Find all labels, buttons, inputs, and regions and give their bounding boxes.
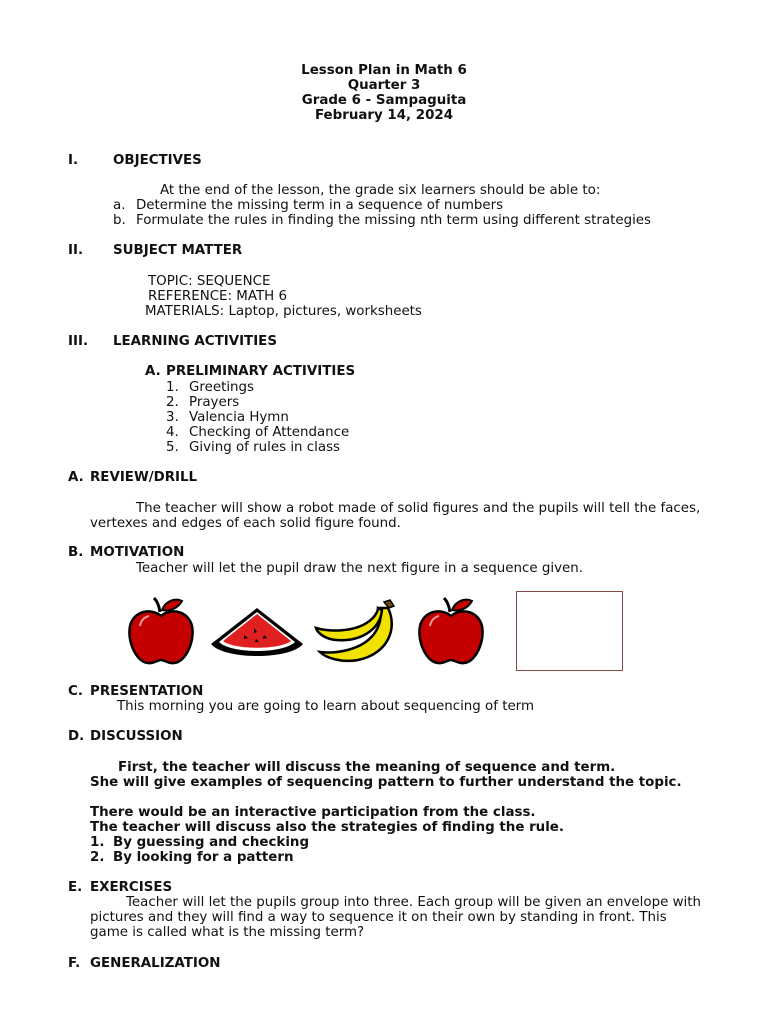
discussion-item: By looking for a pattern	[113, 850, 294, 865]
motivation-title: MOTIVATION	[90, 545, 185, 560]
watermelon-icon	[208, 604, 306, 664]
exercises-line1: Teacher will let the pupils group into three. Each group will be given an envelope with	[126, 895, 701, 910]
discussion-item-number: 2.	[90, 850, 105, 865]
discussion-line3: There would be an interactive participation from the class.	[90, 805, 536, 820]
presentation-title: PRESENTATION	[90, 684, 204, 699]
discussion-item-number: 1.	[90, 835, 105, 850]
prelim-item-number: 5.	[166, 440, 179, 455]
bananas-icon	[314, 598, 400, 664]
generalization-marker: F.	[68, 956, 81, 971]
motivation-text: Teacher will let the pupil draw the next figure in a sequence given.	[136, 561, 583, 576]
prelim-item: Prayers	[189, 395, 240, 410]
prelim-item: Greetings	[189, 380, 254, 395]
prelim-item: Valencia Hymn	[189, 410, 289, 425]
discussion-line4: The teacher will discuss also the strategies of finding the rule.	[90, 820, 564, 835]
header-title: Lesson Plan in Math 6	[301, 63, 467, 78]
review-marker: A.	[68, 470, 84, 485]
objective-item: Formulate the rules in finding the missing nth term using different strategies	[136, 213, 652, 228]
objectives-number: I.	[68, 153, 79, 168]
prelim-title: PRELIMINARY ACTIVITIES	[166, 364, 356, 379]
header-quarter: Quarter 3	[347, 78, 421, 93]
prelim-item-number: 3.	[166, 410, 179, 425]
learning-number: III.	[68, 334, 89, 349]
exercises-title: EXERCISES	[90, 880, 173, 895]
objective-marker: a.	[113, 198, 126, 213]
review-title: REVIEW/DRILL	[90, 470, 198, 485]
exercises-marker: E.	[68, 880, 83, 895]
subject-materials: MATERIALS: Laptop, pictures, worksheets	[145, 304, 422, 319]
prelim-item-number: 1.	[166, 380, 179, 395]
exercises-line2: pictures and they will find a way to sequence it on their own by standing in front. This	[90, 910, 667, 925]
blank-answer-box[interactable]	[516, 591, 623, 671]
motivation-marker: B.	[68, 545, 84, 560]
objectives-title: OBJECTIVES	[113, 153, 202, 168]
subject-title: SUBJECT MATTER	[113, 243, 243, 258]
discussion-line2: She will give examples of sequencing pattern to further understand the topic.	[90, 775, 682, 790]
review-text-line2: vertexes and edges of each solid figure found.	[90, 516, 401, 531]
discussion-line1: First, the teacher will discuss the meaning of sequence and term.	[118, 760, 616, 775]
presentation-marker: C.	[68, 684, 83, 699]
review-text-line1: The teacher will show a robot made of solid figures and the pupils will tell the faces,	[136, 501, 701, 516]
generalization-title: GENERALIZATION	[90, 956, 221, 971]
objective-marker: b.	[113, 213, 126, 228]
objectives-intro: At the end of the lesson, the grade six learners should be able to:	[160, 183, 601, 198]
header-grade: Grade 6 - Sampaguita	[301, 93, 467, 108]
discussion-title: DISCUSSION	[90, 729, 183, 744]
exercises-line3: game is called what is the missing term?	[90, 925, 365, 940]
apple-icon	[126, 596, 198, 668]
subject-number: II.	[68, 243, 84, 258]
subject-topic: TOPIC: SEQUENCE	[148, 274, 271, 289]
learning-title: LEARNING ACTIVITIES	[113, 334, 277, 349]
header-date: February 14, 2024	[314, 108, 454, 123]
discussion-item: By guessing and checking	[113, 835, 310, 850]
apple-icon	[416, 596, 488, 668]
prelim-item: Giving of rules in class	[189, 440, 341, 455]
discussion-marker: D.	[68, 729, 85, 744]
prelim-marker: A.	[145, 364, 161, 379]
subject-reference: REFERENCE: MATH 6	[148, 289, 287, 304]
prelim-item-number: 4.	[166, 425, 179, 440]
prelim-item-number: 2.	[166, 395, 179, 410]
prelim-item: Checking of Attendance	[189, 425, 350, 440]
objective-item: Determine the missing term in a sequence of numbers	[136, 198, 504, 213]
presentation-text: This morning you are going to learn about sequencing of term	[117, 699, 534, 714]
